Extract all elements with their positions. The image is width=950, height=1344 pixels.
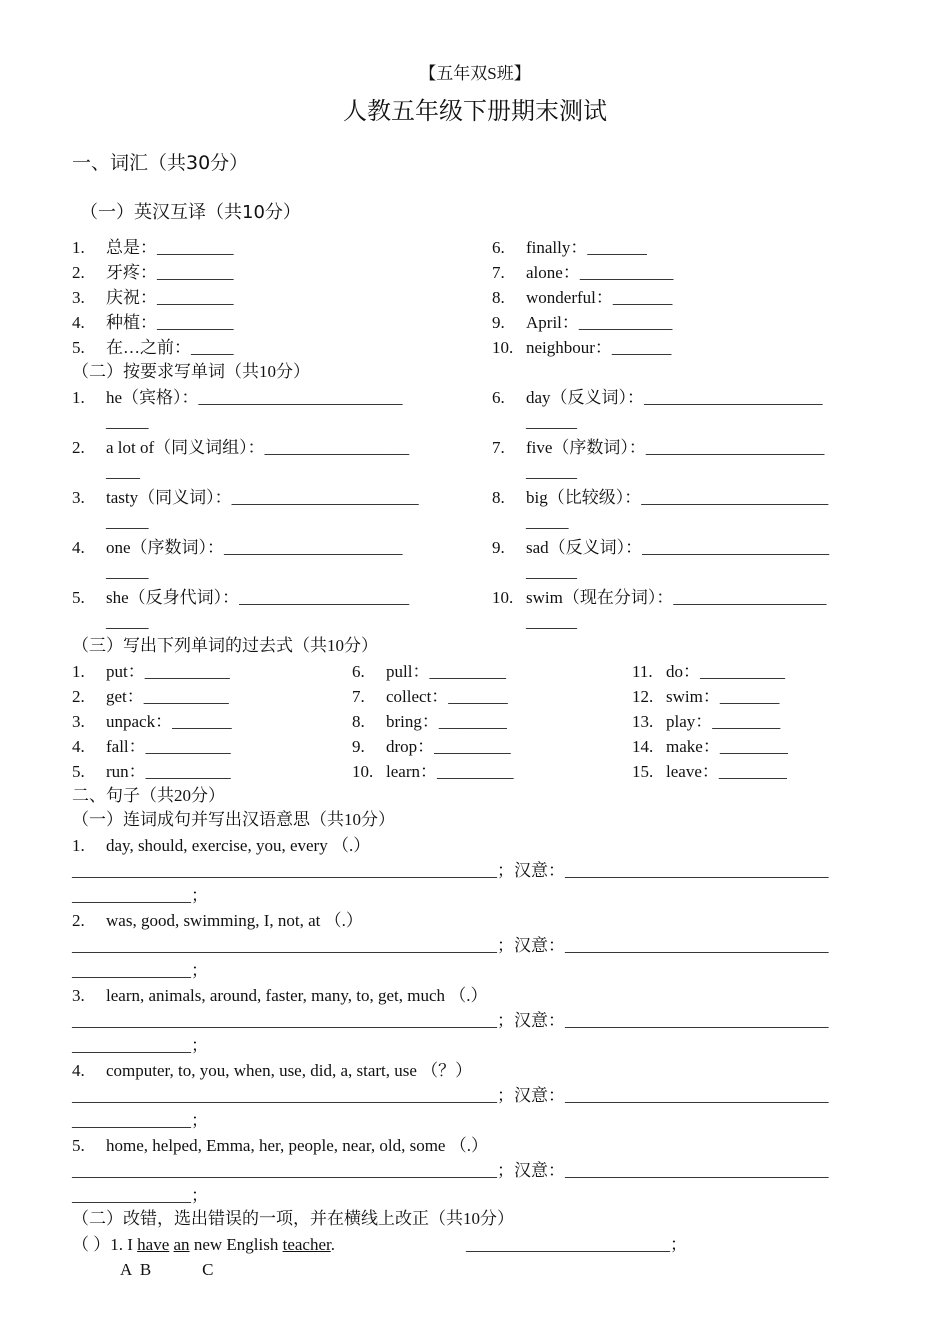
sentence-answer-line[interactable]: __________________________________________________；汉意：_______________________________ [72,1086,829,1105]
s2-part2-heading: （二）改错，选出错误的一项，并在横线上改正（共10分） [72,1209,514,1228]
sentence-item[interactable] [72,1136,488,1156]
item-text: day（反义词）：_____________________ [526,388,823,407]
item-number: 8. [492,488,505,507]
sentence-answer-cont[interactable]: ______________； [72,961,208,980]
item-number: 1. [72,662,85,681]
item-number: 1. [72,388,85,407]
word-item-blank-cont[interactable]: _____ [106,512,149,531]
item-text: swim（现在分词）：__________________ [526,588,827,607]
section1-heading: 一、词汇（共30分） [72,152,249,174]
item-number: 9. [492,538,505,557]
item-text: 种植：_________ [106,313,234,332]
translate-item[interactable] [492,313,672,333]
item-text: unpack：_______ [106,712,232,731]
item-text: 庆祝：_________ [106,288,234,307]
word-item-blank-cont[interactable]: _____ [106,612,149,631]
item-text: one（序数词）：_____________________ [106,538,403,557]
translate-item[interactable] [72,238,234,258]
translate-item[interactable] [492,238,647,258]
q1-prefix: （ ）1. I [72,1235,138,1254]
past-tense-item[interactable] [632,687,779,707]
item-text: she（反身代词）：____________________ [106,588,410,607]
item-text: do：__________ [666,662,785,681]
class-tag: 【五年双S班】 [419,64,531,83]
item-number: 3. [72,712,85,731]
item-text: play：________ [666,712,781,731]
translate-item[interactable] [492,288,672,308]
item-number: 1. [72,836,85,855]
item-text: bring：________ [386,712,507,731]
sentence-answer-cont[interactable]: ______________； [72,1186,208,1205]
item-text: get：__________ [106,687,229,706]
word-item[interactable] [492,538,829,558]
past-tense-item[interactable] [632,662,785,682]
past-tense-item[interactable] [72,662,230,682]
item-text: 总是：_________ [106,238,234,257]
word-item-blank-cont[interactable]: ______ [526,612,577,631]
item-number: 5. [72,588,85,607]
item-number: 11. [632,662,653,681]
item-text: finally：_______ [526,238,647,257]
item-number: 3. [72,488,85,507]
item-number: 9. [492,313,505,332]
item-number: 2. [72,911,85,930]
item-text: computer, to, you, when, use, did, a, start, use （？） [106,1061,473,1080]
translate-item[interactable] [492,338,671,358]
item-number: 5. [72,762,85,781]
item-text: a lot of（同义词组）：_________________ [106,438,410,457]
item-text: tasty（同义词）：______________________ [106,488,419,507]
item-number: 14. [632,737,654,756]
word-item[interactable] [492,388,823,408]
past-tense-item[interactable] [352,712,507,732]
past-tense-item[interactable] [352,737,511,757]
item-number: 7. [352,687,365,706]
item-text: leave：________ [666,762,787,781]
past-tense-item[interactable] [632,762,787,782]
item-number: 10. [492,588,514,607]
translate-item[interactable] [72,338,234,358]
sentence-answer-cont[interactable]: ______________； [72,886,208,905]
item-text: he（宾格）：________________________ [106,388,403,407]
translate-item[interactable] [72,288,234,308]
word-item-blank-cont[interactable]: ______ [526,412,577,431]
item-text: 在…之前：_____ [106,338,234,357]
item-text: big（比较级）：______________________ [526,488,829,507]
word-item-blank-cont[interactable]: ______ [526,462,577,481]
q1-mid: new English [189,1235,283,1254]
past-tense-item[interactable] [72,687,229,707]
item-text: day, should, exercise, you, every （.） [106,836,371,855]
q1-answer-blank[interactable]: ________________________； [466,1235,687,1254]
sentence-answer-line[interactable]: __________________________________________________；汉意：_______________________________ [72,861,829,880]
correction-q1 [72,1235,335,1255]
item-text: collect：_______ [386,687,508,706]
page-title: 人教五年级下册期末测试 [343,99,607,125]
item-text: five（序数词）：_____________________ [526,438,825,457]
item-number: 6. [492,238,505,257]
past-tense-item[interactable] [72,737,231,757]
item-number: 6. [492,388,505,407]
part1-heading: （一）英汉互译（共10分） [80,202,301,223]
word-item-blank-cont[interactable]: _____ [526,512,569,531]
item-text: sad（反义词）：______________________ [526,538,830,557]
item-number: 15. [632,762,654,781]
item-number: 7. [492,438,505,457]
item-number: 6. [352,662,365,681]
item-number: 5. [72,338,85,357]
past-tense-item[interactable] [72,712,232,732]
sentence-item[interactable] [72,911,363,931]
word-item-blank-cont[interactable]: ____ [106,462,140,481]
q1-word-a: have [137,1235,170,1254]
item-number: 10. [352,762,374,781]
sentence-answer-cont[interactable]: ______________； [72,1111,208,1130]
sentence-item[interactable] [72,986,488,1006]
past-tense-item[interactable] [72,762,231,782]
item-text: 牙疼：_________ [106,263,234,282]
item-number: 1. [72,238,85,257]
item-number: 10. [492,338,514,357]
item-number: 4. [72,538,85,557]
q1-end: . [330,1235,335,1254]
item-text: was, good, swimming, I, not, at （.） [106,911,363,930]
item-text: fall：__________ [106,737,231,756]
part3-heading: （三）写出下列单词的过去式（共10分） [72,636,378,655]
sentence-answer-line[interactable]: __________________________________________________；汉意：_______________________________ [72,936,829,955]
item-text: home, helped, Emma, her, people, near, old, some （.） [106,1136,488,1155]
item-number: 5. [72,1136,85,1155]
item-text: learn, animals, around, faster, many, to, get, much （.） [106,986,488,1005]
item-text: alone：___________ [526,263,674,282]
item-text: swim：_______ [666,687,780,706]
item-number: 4. [72,737,85,756]
item-number: 13. [632,712,654,731]
item-number: 2. [72,438,85,457]
item-number: 7. [492,263,505,282]
q1-word-c: teacher [282,1235,331,1254]
sentence-answer-line[interactable]: __________________________________________________；汉意：_______________________________ [72,1161,829,1180]
item-text: April：___________ [526,313,673,332]
past-tense-item[interactable] [352,662,506,682]
past-tense-item[interactable] [632,737,788,757]
sentence-answer-cont[interactable]: ______________； [72,1036,208,1055]
item-number: 3. [72,288,85,307]
sentence-item[interactable] [72,836,370,856]
past-tense-item[interactable] [352,687,508,707]
word-item[interactable] [492,488,828,508]
item-text: neighbour：_______ [526,338,672,357]
word-item[interactable] [492,438,824,458]
section2-heading: 二、句子（共20分） [72,786,225,805]
word-item-blank-cont[interactable]: _____ [106,562,149,581]
item-number: 8. [352,712,365,731]
part2-heading: （二）按要求写单词（共10分） [72,362,310,381]
item-number: 8. [492,288,505,307]
sentence-item[interactable] [72,1061,472,1081]
word-item[interactable] [72,588,409,608]
item-number: 4. [72,313,85,332]
s2-part1-heading: （一）连词成句并写出汉语意思（共10分） [72,810,395,829]
word-item[interactable] [72,538,403,558]
word-item[interactable] [492,588,826,608]
item-text: learn：_________ [386,762,514,781]
past-tense-item[interactable] [352,762,513,782]
translate-item[interactable] [72,313,234,333]
translate-item[interactable] [492,263,673,283]
item-text: drop：_________ [386,737,511,756]
word-item[interactable] [72,388,403,408]
word-item-blank-cont[interactable]: ______ [526,562,577,581]
q1-options: A B C [120,1260,214,1279]
q1-word-b: an [173,1235,190,1254]
item-text: put：__________ [106,662,230,681]
item-number: 2. [72,263,85,282]
word-item-blank-cont[interactable]: _____ [106,412,149,431]
translate-item[interactable] [72,263,234,283]
item-number: 9. [352,737,365,756]
word-item[interactable] [72,488,419,508]
item-number: 3. [72,986,85,1005]
item-number: 2. [72,687,85,706]
sentence-answer-line[interactable]: __________________________________________________；汉意：_______________________________ [72,1011,829,1030]
item-text: wonderful：_______ [526,288,673,307]
item-number: 4. [72,1061,85,1080]
word-item[interactable] [72,438,409,458]
item-text: make：________ [666,737,788,756]
past-tense-item[interactable] [632,712,780,732]
item-number: 12. [632,687,654,706]
item-text: run：__________ [106,762,231,781]
item-text: pull：_________ [386,662,506,681]
